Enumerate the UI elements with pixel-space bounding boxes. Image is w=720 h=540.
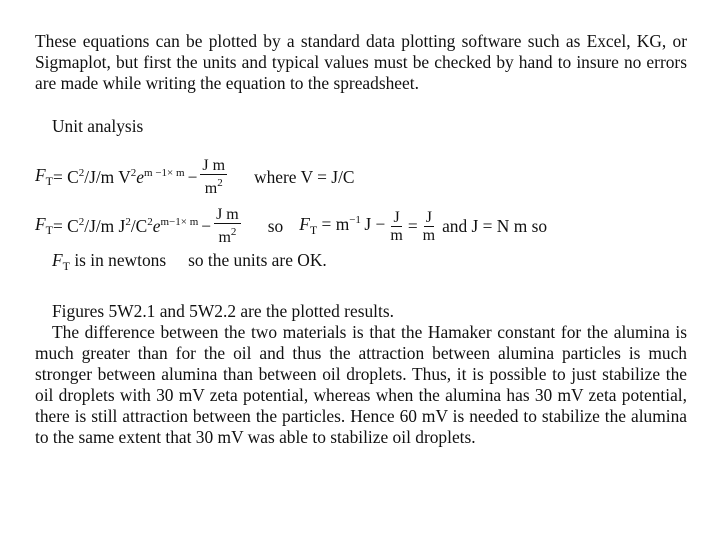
eq2-fraction-2: $\frac{J}{m}$	[390, 208, 403, 244]
eq2-ft-expression: $F_T = m^{-1}$ J −	[299, 214, 386, 237]
eq2-minus: −	[201, 215, 212, 236]
eq2-so: so	[267, 215, 284, 236]
eq1-lhs: $F_T$	[35, 165, 53, 188]
intro-paragraph: These equations can be plotted by a standard data plotting software such as Excel, KG, or Sigmaplot, but first the units and typical values must be checked by hand to insure no errors are made while writing the equation to the spreadsheet.	[35, 31, 687, 93]
eq2-rhs: = $C^2/J/m$ $J^2/C^2e^{m-1\times m}$	[52, 215, 199, 236]
unit-analysis-heading: Unit analysis	[52, 116, 144, 136]
equation-1	[35, 157, 355, 197]
eq2-fraction-1: $\frac{\text{J m}}{m^2}$	[216, 206, 239, 246]
units-conclusion: $F_T$ is in newtons so the units are OK.	[52, 250, 327, 273]
figures-sentence: Figures 5W2.1 and 5W2.2 are the plotted results.	[52, 301, 394, 321]
equation-2	[35, 206, 547, 246]
eq1-minus: −	[187, 166, 198, 187]
eq1-fraction: $\frac{\text{J m}}{m^2}$	[202, 157, 226, 197]
eq2-equals: =	[407, 215, 418, 236]
eq2-fraction-3: $\frac{J}{m}$	[422, 208, 436, 244]
discussion-paragraph: The difference between the two materials is that the Hamaker constant for the alumina is much greater than for the oil and thus the attraction between alumina particles is much stronger between alumina than between oil droplets. Thus, it is possible to just stabilize the oil droplets with 30 mV zeta potential, whereas when the alumina has 30 mV zeta potential, there is still attraction between the particles. Hence 60 mV is needed to stabilize the alumina to the same extent that 30 mV was able to stabilize oil droplets.	[35, 322, 687, 447]
eq2-lhs: $F_T$	[35, 214, 53, 237]
eq1-rhs: = $C^2/J/m$ $V^2e^{m -1\times m}$	[52, 166, 185, 187]
eq1-where: where V = J/C	[254, 166, 355, 187]
eq2-tail: and J = N m so	[442, 215, 548, 236]
